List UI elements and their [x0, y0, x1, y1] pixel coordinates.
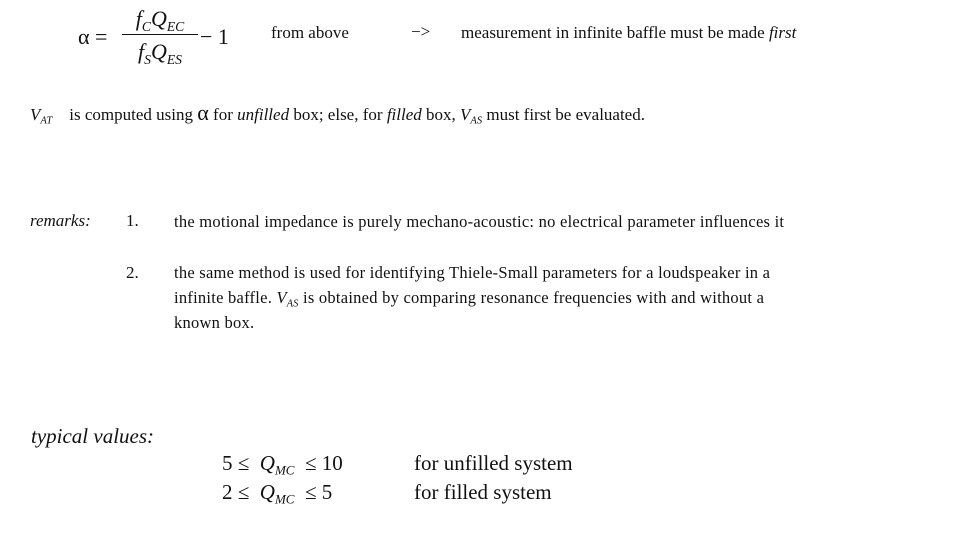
formula-numerator: $f_CQ_{EC}$	[135, 6, 185, 34]
typical-row-unfilled: $5 \le Q_{MC} \le 10$	[222, 451, 343, 478]
formula-denominator: $f_SQ_{ES}$	[138, 39, 182, 68]
fraction-bar	[122, 34, 198, 35]
remarks-label: remarks:	[30, 211, 91, 230]
remark-number-1: 1.	[126, 211, 139, 230]
typical-values-label: typical values:	[31, 424, 155, 448]
remark-item-2-line-3: known box.	[174, 313, 255, 332]
alpha-symbol: α	[197, 100, 209, 125]
remark-number-2: 2.	[126, 263, 139, 282]
remark-item-1: the motional impedance is purely mechano-acoustic: no electrical parameter influences it	[174, 212, 785, 231]
typical-row-filled: $2 \le Q_{MC} \le 5$	[222, 480, 333, 507]
arrow-text: −>	[411, 22, 431, 41]
remark-item-2-line-1: the same method is used for identifying Thiele-Small parameters for a loudspeaker in a	[174, 263, 771, 282]
formula-fraction	[122, 4, 198, 66]
typical-desc-unfilled: for unfilled system	[414, 451, 573, 475]
formula-lhs: α =	[78, 24, 108, 49]
alpha-formula	[78, 4, 238, 68]
from-above-text: from above	[271, 23, 349, 42]
vat-line: $V_{AT}$ is computed using α for unfilled box; else, for filled box, $V_{AS}$ must first be evaluated.	[30, 100, 645, 127]
measurement-text: measurement in infinite baffle must be made first	[461, 23, 797, 42]
typical-desc-filled: for filled system	[414, 480, 552, 504]
remark-item-2-line-2: infinite baffle. $V_{AS}$ is obtained by comparing resonance frequencies with and without a	[174, 288, 765, 310]
formula-rhs: − 1	[200, 24, 229, 49]
